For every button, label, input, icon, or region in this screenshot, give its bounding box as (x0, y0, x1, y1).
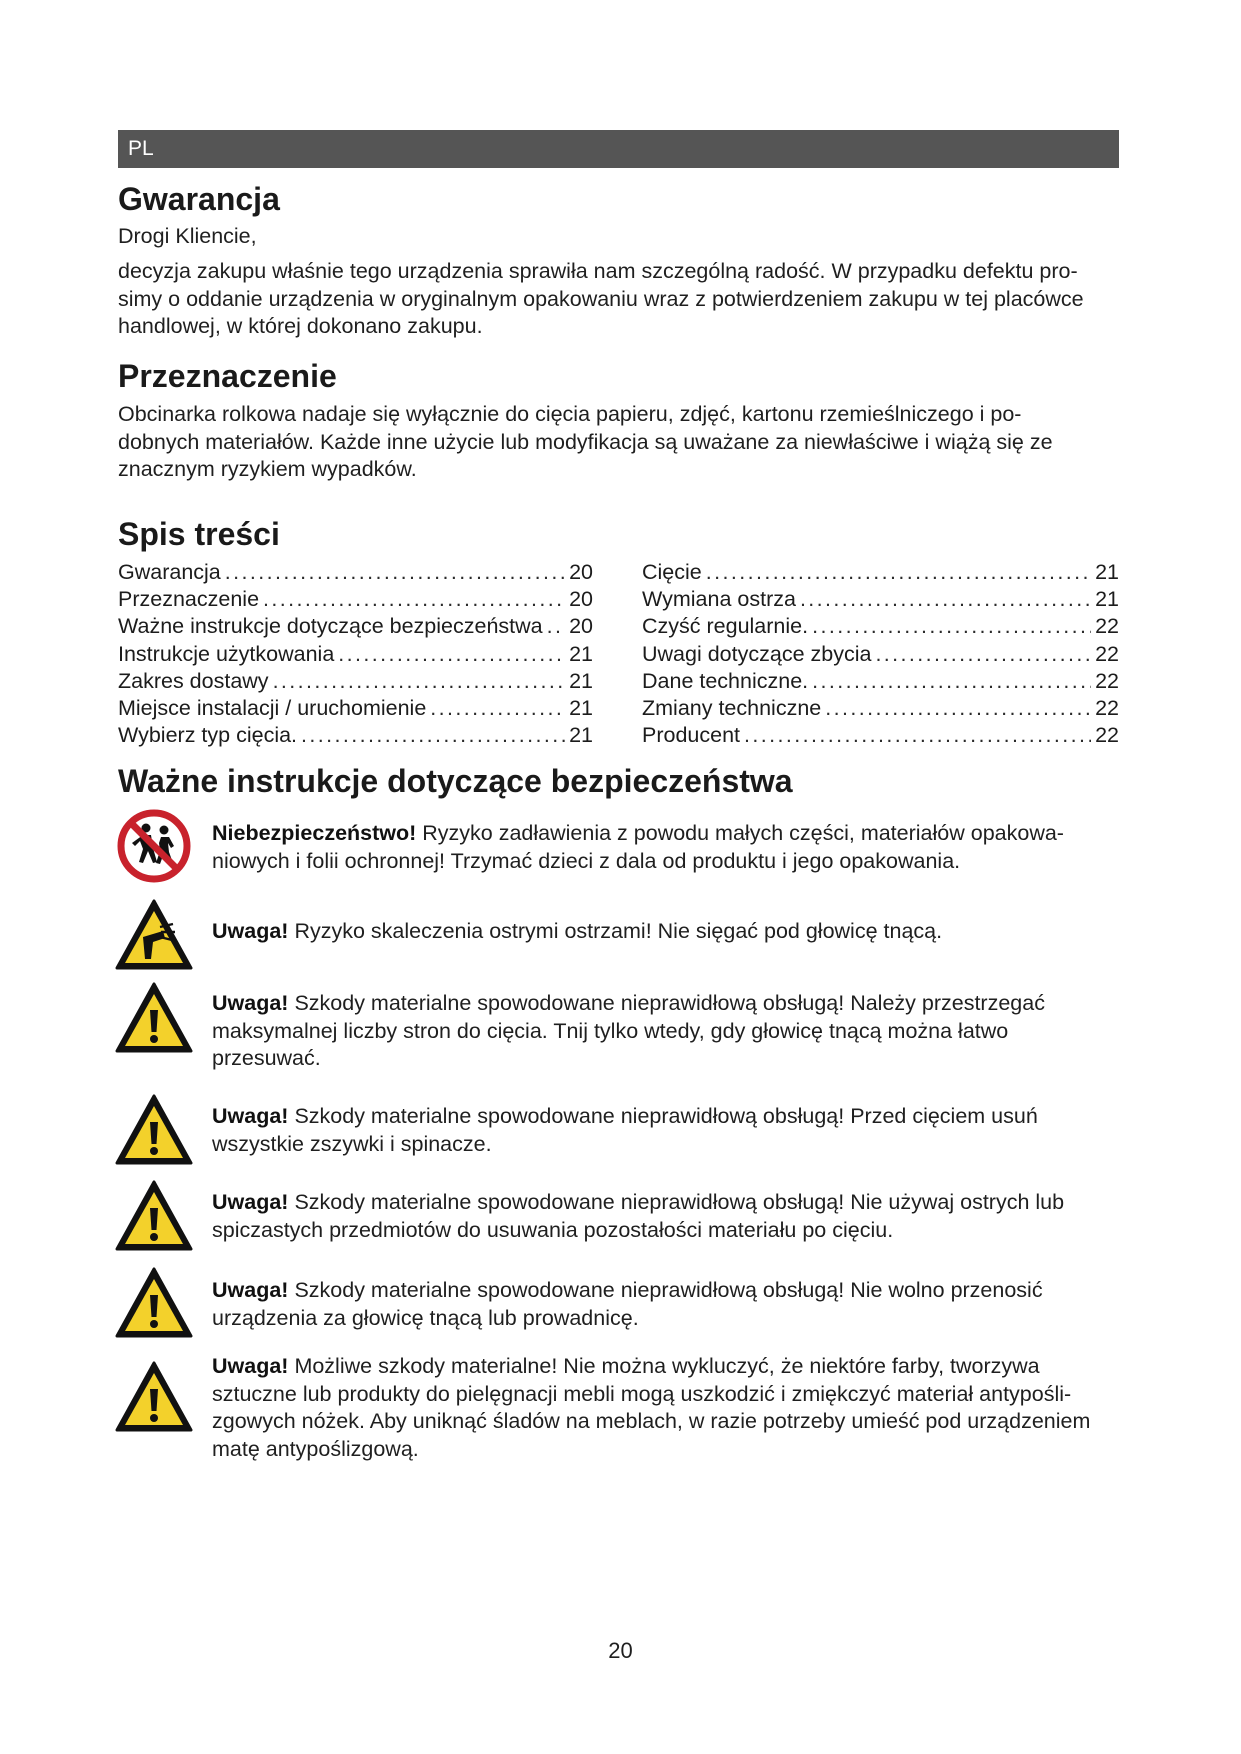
toc-entry-label: Ważne instrukcje dotyczące bezpieczeństwa (118, 614, 543, 639)
warning-body: Szkody materialne spowodowane nieprawidłową obsługą! Nie używaj ostrych lub (288, 1190, 1065, 1214)
toc-left-column (118, 559, 593, 749)
toc-leader-dots (547, 613, 565, 640)
toc-entry (642, 559, 1119, 586)
toc-entry-label: Wybierz typ cięcia. (118, 723, 298, 748)
toc-entry-page: 20 (569, 560, 593, 584)
warning-body: Ryzyko skaleczenia ostrymi ostrzami! Nie sięgać pod głowicę tnącą. (288, 919, 943, 943)
toc-entry-page: 22 (1095, 723, 1119, 748)
safety-warning-text (212, 1353, 1122, 1463)
text-line: handlowej, w której dokonano zakupu. (118, 314, 483, 338)
warning-lead: Uwaga! (212, 1104, 289, 1128)
warning-lead: Uwaga! (212, 919, 289, 943)
text-line: urządzenia za głowicę tnącą lub prowadnicę. (212, 1305, 639, 1330)
warning-lead: Uwaga! (212, 991, 289, 1015)
guarantee-text (118, 258, 1122, 341)
text-line: spiczastych przedmiotów do usuwania pozostałości materiału po cięciu. (212, 1217, 894, 1242)
exclamation-warning-icon (113, 1359, 195, 1435)
text-line (212, 990, 1122, 1018)
toc-leader-dots (825, 695, 1091, 722)
toc-entry-label: Producent (642, 723, 741, 748)
toc-entry-page: 21 (1095, 560, 1119, 584)
toc-entry (118, 668, 593, 695)
toc-entry (118, 586, 593, 613)
text-line (212, 918, 1122, 946)
toc-entry-label: Instrukcje użytkowania (118, 641, 335, 666)
exclamation-warning-icon (113, 1092, 195, 1168)
no-children-icon (113, 808, 195, 884)
toc-leader-dots (875, 641, 1091, 668)
heading-safety-instructions: Ważne instrukcje dotyczące bezpieczeństwa (118, 763, 793, 799)
heading-table-of-contents: Spis treści (118, 516, 280, 552)
toc-entry (642, 613, 1119, 640)
text-line: wszystkie zszywki i spinacze. (212, 1131, 492, 1156)
toc-leader-dots (338, 641, 565, 668)
toc-entry-label: Dane techniczne. (642, 668, 809, 693)
toc-entry (642, 641, 1119, 668)
toc-leader-dots (800, 586, 1091, 613)
text-line: matę antypoślizgową. (212, 1436, 419, 1461)
heading-guarantee: Gwarancja (118, 181, 280, 217)
safety-warning-text (212, 918, 1122, 946)
toc-entry-page: 21 (569, 723, 593, 748)
warning-body: Szkody materialne spowodowane nieprawidłową obsługą! Nie wolno przenosić (288, 1278, 1043, 1302)
toc-entry (118, 695, 593, 722)
safety-warning-text (212, 1189, 1122, 1244)
guarantee-greeting: Drogi Kliencie, (118, 224, 257, 248)
toc-entry-label: Czyść regularnie. (642, 614, 809, 639)
toc-entry-label: Uwagi dotyczące zbycia (642, 641, 872, 666)
text-line (212, 1103, 1122, 1131)
toc-entry (642, 722, 1119, 749)
toc-entry-page: 22 (1095, 695, 1119, 720)
toc-entry-label: Wymiana ostrza (642, 587, 796, 612)
safety-warning-text (212, 1103, 1122, 1158)
warning-body: Ryzyko zadławienia z powodu małych części, materiałów opakowa- (416, 821, 1064, 845)
text-line (212, 820, 1122, 848)
text-line: dobnych materiałów. Każde inne użycie lub modyfikacja są uważane za niewłaściwe i wiążą się ze (118, 429, 1053, 454)
exclamation-warning-icon (113, 1178, 195, 1254)
warning-lead: Niebezpieczeństwo! (212, 821, 417, 845)
text-line (212, 1277, 1122, 1305)
toc-right-column (642, 559, 1119, 749)
toc-leader-dots (744, 722, 1091, 749)
warning-body: Możliwe szkody materialne! Nie można wykluczyć, że niektóre farby, tworzywa (288, 1354, 1040, 1378)
safety-warning-text (212, 990, 1122, 1073)
toc-entry-page: 21 (569, 695, 593, 720)
warning-lead: Uwaga! (212, 1354, 289, 1378)
sharp-blade-warning-icon (113, 897, 195, 973)
toc-leader-dots (430, 695, 565, 722)
toc-entry (118, 613, 593, 640)
text-line: decyzja zakupu właśnie tego urządzenia sprawiła nam szczególną radość. W przypadku defektu pro- (118, 259, 1078, 283)
warning-lead: Uwaga! (212, 1278, 289, 1302)
text-line: zgowych nóżek. Aby uniknąć śladów na meblach, w razie potrzeby umieść pod urządzeniem (212, 1409, 1091, 1433)
safety-warning-text (212, 820, 1122, 875)
toc-entry (642, 695, 1119, 722)
toc-entry-page: 20 (569, 587, 593, 612)
toc-entry-page: 22 (1095, 641, 1119, 666)
toc-entry-label: Zmiany techniczne (642, 695, 822, 720)
toc-leader-dots (273, 668, 566, 695)
text-line: znacznym ryzykiem wypadków. (118, 457, 417, 481)
toc-entry (118, 722, 593, 749)
toc-entry-label: Cięcie (642, 560, 702, 584)
toc-entry (118, 641, 593, 668)
text-line (212, 1189, 1122, 1217)
text-line: Obcinarka rolkowa nadaje się wyłącznie do cięcia papieru, zdjęć, kartonu rzemieślniczego i po- (118, 402, 1022, 426)
safety-warning-text (212, 1277, 1122, 1332)
text-line: niowych i folii ochronnej! Trzymać dzieci z dala od produktu i jego opakowania. (212, 848, 961, 873)
toc-leader-dots (263, 586, 565, 613)
toc-entry (118, 559, 593, 586)
toc-entry-label: Miejsce instalacji / uruchomienie (118, 695, 427, 720)
toc-leader-dots (812, 613, 1091, 640)
exclamation-warning-icon (113, 1265, 195, 1341)
purpose-text (118, 401, 1122, 484)
toc-leader-dots (301, 722, 565, 749)
toc-entry-page: 22 (1095, 668, 1119, 693)
warning-body: Szkody materialne spowodowane nieprawidłową obsługą! Należy przestrzegać (288, 991, 1045, 1015)
warning-lead: Uwaga! (212, 1190, 289, 1214)
text-line (212, 1353, 1122, 1381)
exclamation-warning-icon (113, 980, 195, 1056)
text-line: simy o oddanie urządzenia w oryginalnym opakowaniu wraz z potwierdzeniem zakupu w tej placówce (118, 286, 1084, 311)
text-line: maksymalnej liczby stron do cięcia. Tnij tylko wtedy, gdy głowicę tnącą można łatwo (212, 1018, 1009, 1043)
language-bar (118, 130, 1119, 168)
toc-entry-page: 21 (569, 668, 593, 693)
toc-entry-label: Gwarancja (118, 560, 221, 584)
toc-leader-dots (225, 559, 565, 586)
toc-leader-dots (706, 559, 1091, 586)
text-line: przesuwać. (212, 1046, 321, 1070)
toc-leader-dots (812, 668, 1091, 695)
toc-entry-label: Zakres dostawy (118, 668, 269, 693)
toc-entry-page: 21 (1095, 587, 1119, 612)
page-number: 20 (608, 1638, 633, 1663)
toc-entry-page: 20 (569, 614, 593, 639)
text-line: sztuczne lub produkty do pielęgnacji mebli mogą uszkodzić i zmiękczyć materiał antypośli- (212, 1381, 1072, 1406)
warning-body: Szkody materialne spowodowane nieprawidłową obsługą! Przed cięciem usuń (288, 1104, 1038, 1128)
toc-entry-page: 22 (1095, 614, 1119, 639)
language-code: PL (128, 137, 154, 160)
heading-purpose: Przeznaczenie (118, 358, 337, 394)
toc-entry-label: Przeznaczenie (118, 587, 260, 612)
toc-entry (642, 668, 1119, 695)
toc-entry (642, 586, 1119, 613)
toc-entry-page: 21 (569, 641, 593, 666)
